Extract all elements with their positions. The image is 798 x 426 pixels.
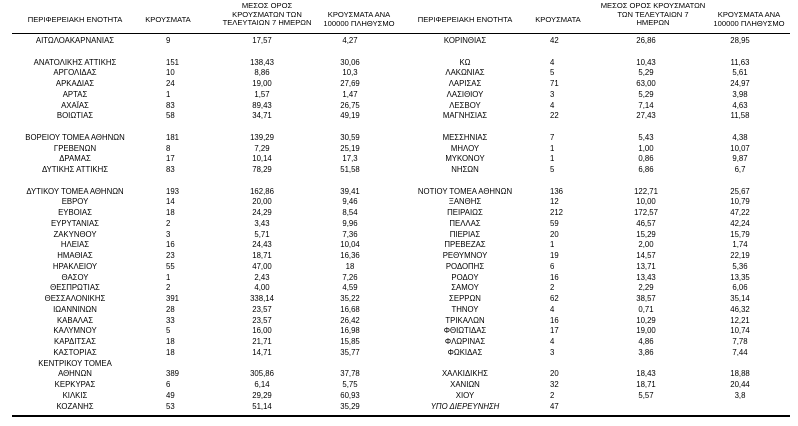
right-row-27-avg: 19,00 [636, 326, 656, 336]
right-row-26-cases: 16 [550, 315, 559, 325]
left-row-10-per: 25,19 [340, 143, 360, 153]
left-row-26-per: 26,42 [340, 315, 360, 325]
right-row-6-cases: 4 [550, 100, 555, 110]
right-row-23-per: 6,06 [732, 283, 748, 293]
left-row-27-name: ΚΑΛΥΜΝΟΥ [53, 326, 97, 336]
right-row-5-avg: 5,29 [638, 89, 654, 99]
right-row-18-cases: 20 [550, 229, 559, 239]
left-row-18-name: ΖΑΚΥΝΘΟΥ [53, 229, 97, 239]
header-rule [12, 33, 790, 34]
left-row-31-avg: 305,86 [250, 369, 274, 379]
right-row-29-avg: 3,86 [638, 347, 654, 357]
right-row-16-name: ΠΕΙΡΑΙΩΣ [447, 208, 483, 217]
left-row-14-per: 39,41 [340, 186, 360, 196]
right-row-33-name: ΧΙΟΥ [455, 390, 475, 400]
right-row-27-name: ΦΘΙΩΤΙΔΑΣ [443, 326, 487, 336]
right-row-11-name: ΜΥΚΟΝΟΥ [445, 154, 485, 164]
right-row-23-name: ΣΑΜΟΥ [451, 283, 479, 293]
left-row-4-name: ΑΡΚΑΔΙΑΣ [55, 79, 95, 88]
left-row-10-avg: 7,29 [254, 143, 270, 153]
left-row-19-cases: 16 [166, 240, 175, 250]
right-row-7-cases: 22 [550, 111, 559, 121]
right-row-21-per: 5,36 [732, 261, 748, 271]
left-row-20-per: 16,36 [340, 251, 360, 260]
right-row-9-name: ΜΕΣΣΗΝΙΑΣ [442, 132, 488, 142]
right-row-25-cases: 4 [550, 304, 555, 314]
right-row-10-name: ΜΗΛΟΥ [450, 143, 480, 153]
left-row-16-per: 8,54 [342, 208, 358, 217]
left-row-6-avg: 89,43 [252, 100, 272, 110]
left-row-4-per: 27,69 [340, 79, 360, 88]
left-row-7-name: ΒΟΙΩΤΙΑΣ [56, 111, 94, 121]
left-row-7-per: 49,19 [340, 111, 360, 121]
header-avg-left: ΜΕΣΟΣ ΟΡΟΣ ΚΡΟΥΣΜΑΤΩΝ ΤΩΝ ΤΕΛΕΥΤΑΙΩΝ 7 ΗΜΕΡΩΝ [222, 1, 312, 27]
right-row-6-avg: 7,14 [638, 100, 654, 110]
left-row-22-avg: 2,43 [254, 272, 270, 282]
right-row-11-per: 9,87 [732, 154, 748, 164]
left-row-33-per: 60,93 [340, 390, 360, 400]
left-row-3-cases: 10 [166, 68, 175, 78]
right-row-17-avg: 46,57 [636, 218, 656, 228]
right-row-0-cases: 42 [550, 36, 559, 45]
right-row-2-name: ΚΩ [459, 57, 471, 67]
left-row-31-name: ΑΘΗΝΩΝ [58, 369, 92, 379]
left-row-3-avg: 8,86 [254, 68, 270, 78]
right-row-5-name: ΛΑΣΙΘΙΟΥ [446, 89, 484, 99]
left-row-24-avg: 338,14 [250, 294, 274, 303]
right-row-3-cases: 5 [550, 68, 555, 78]
right-row-25-per: 46,32 [730, 304, 750, 314]
left-row-32-cases: 6 [166, 380, 171, 389]
right-row-20-per: 22,19 [730, 251, 750, 260]
right-row-5-cases: 3 [550, 89, 555, 99]
right-row-3-name: ΛΑΚΩΝΙΑΣ [445, 68, 485, 78]
left-row-20-cases: 23 [166, 251, 175, 260]
left-row-28-per: 15,85 [340, 337, 360, 346]
left-row-34-cases: 53 [166, 401, 175, 411]
left-row-11-per: 17,3 [342, 154, 358, 164]
left-row-26-avg: 23,57 [252, 315, 272, 325]
left-row-9-name: ΒΟΡΕΙΟΥ ΤΟΜΕΑ ΑΘΗΝΩΝ [25, 132, 125, 142]
right-row-4-avg: 63,00 [636, 79, 656, 88]
left-row-33-cases: 49 [166, 390, 175, 400]
left-row-23-cases: 2 [166, 283, 171, 293]
right-row-12-per: 6,7 [734, 165, 746, 174]
left-row-5-cases: 1 [166, 89, 171, 99]
left-row-5-name: ΑΡΤΑΣ [62, 89, 88, 99]
right-row-29-per: 7,44 [732, 347, 748, 357]
left-row-11-name: ΔΡΑΜΑΣ [59, 154, 91, 164]
right-row-6-per: 4,63 [732, 100, 748, 110]
right-row-3-avg: 5,29 [638, 68, 654, 78]
left-row-32-per: 5,75 [342, 380, 358, 389]
left-row-0-name: ΑΙΤΩΛΟΑΚΑΡΝΑΝΙΑΣ [35, 36, 115, 45]
right-row-11-cases: 1 [550, 154, 555, 164]
left-row-24-cases: 391 [166, 294, 180, 303]
right-row-29-cases: 3 [550, 347, 555, 357]
right-row-28-cases: 4 [550, 337, 555, 346]
right-row-19-name: ΠΡΕΒΕΖΑΣ [444, 240, 486, 250]
right-row-31-per: 18,88 [730, 369, 750, 379]
left-row-12-cases: 83 [166, 165, 175, 174]
left-row-34-name: ΚΟΖΑΝΗΣ [56, 401, 94, 411]
left-row-11-cases: 17 [166, 154, 175, 164]
left-row-19-name: ΗΛΕΙΑΣ [60, 240, 90, 250]
right-row-23-avg: 2,29 [638, 283, 654, 293]
left-row-28-avg: 21,71 [252, 337, 272, 346]
right-row-16-cases: 212 [550, 208, 564, 217]
right-row-5-per: 3,98 [732, 89, 748, 99]
left-row-19-avg: 24,43 [252, 240, 272, 250]
left-row-25-cases: 28 [166, 304, 175, 314]
right-row-33-cases: 2 [550, 390, 555, 400]
left-row-18-avg: 5,71 [254, 229, 270, 239]
right-row-21-avg: 13,71 [636, 261, 656, 271]
left-row-17-avg: 3,43 [254, 218, 270, 228]
right-row-15-per: 10,79 [730, 197, 750, 207]
right-row-31-avg: 18,43 [636, 369, 656, 379]
right-row-17-name: ΠΕΛΛΑΣ [449, 218, 481, 228]
right-row-7-name: ΜΑΓΝΗΣΙΑΣ [442, 111, 488, 121]
right-row-22-per: 13,35 [730, 272, 750, 282]
left-row-23-avg: 4,00 [254, 283, 270, 293]
left-row-15-per: 9,46 [342, 197, 358, 207]
left-row-23-per: 4,59 [342, 283, 358, 293]
left-row-3-name: ΑΡΓΟΛΙΔΑΣ [53, 68, 97, 78]
left-row-9-avg: 139,29 [250, 132, 274, 142]
left-row-18-cases: 3 [166, 229, 171, 239]
right-row-24-per: 35,14 [730, 294, 750, 303]
left-row-15-cases: 14 [166, 197, 175, 207]
left-row-10-name: ΓΡΕΒΕΝΩΝ [53, 143, 97, 153]
left-row-16-avg: 24,29 [252, 208, 272, 217]
right-row-12-avg: 6,86 [638, 165, 654, 174]
right-row-19-avg: 2,00 [638, 240, 654, 250]
left-row-18-per: 7,36 [342, 229, 358, 239]
left-row-0-avg: 17,57 [252, 36, 272, 45]
left-row-7-avg: 34,71 [252, 111, 272, 121]
right-row-0-per: 28,95 [730, 36, 750, 45]
header-region-right: ΠΕΡΙΦΕΡΕΙΑΚΗ ΕΝΟΤΗΤΑ [417, 15, 513, 24]
right-row-18-avg: 15,29 [636, 229, 656, 239]
left-row-22-per: 7,26 [342, 272, 358, 282]
right-row-12-name: ΝΗΣΩΝ [451, 165, 479, 174]
right-row-31-name: ΧΑΛΚΙΔΙΚΗΣ [441, 369, 488, 379]
right-row-27-per: 10,74 [730, 326, 750, 336]
left-row-29-per: 35,77 [340, 347, 360, 357]
right-row-33-avg: 5,57 [638, 390, 654, 400]
right-row-32-avg: 18,71 [636, 380, 656, 389]
header-per100k-left: ΚΡΟΥΣΜΑΤΑ ΑΝΑ 100000 ΠΛΗΘΥΣΜΟ [323, 10, 395, 28]
left-row-15-avg: 20,00 [252, 197, 272, 207]
right-row-0-name: ΚΟΡΙΝΘΙΑΣ [443, 36, 487, 45]
right-row-20-name: ΡΕΘΥΜΝΟΥ [442, 251, 488, 260]
left-row-12-avg: 78,29 [252, 165, 272, 174]
left-row-5-avg: 1,57 [254, 89, 270, 99]
left-row-2-cases: 151 [166, 57, 180, 67]
right-row-34-name: ΥΠΟ ΔΙΕΡΕΥΝΗΣΗ [430, 401, 500, 411]
right-row-10-per: 10,07 [730, 143, 750, 153]
right-row-24-name: ΣΕΡΡΩΝ [449, 294, 481, 303]
right-row-19-cases: 1 [550, 240, 555, 250]
left-row-31-cases: 389 [166, 369, 180, 379]
left-row-23-name: ΘΕΣΠΡΩΤΙΑΣ [50, 283, 100, 293]
right-row-19-per: 1,74 [732, 240, 748, 250]
left-row-33-avg: 29,29 [252, 390, 272, 400]
right-row-15-avg: 10,00 [636, 197, 656, 207]
right-row-21-name: ΡΟΔΟΠΗΣ [445, 261, 485, 271]
left-row-24-name: ΘΕΣΣΑΛΟΝΙΚΗΣ [44, 294, 106, 303]
left-row-9-per: 30,59 [340, 132, 360, 142]
left-row-27-cases: 5 [166, 326, 171, 336]
header-per100k-right: ΚΡΟΥΣΜΑΤΑ ΑΝΑ 100000 ΠΛΗΘΥΣΜΟ [713, 10, 785, 28]
left-row-17-cases: 2 [166, 218, 171, 228]
right-row-14-cases: 136 [550, 186, 564, 196]
left-row-16-name: ΕΥΒΟΙΑΣ [58, 208, 92, 217]
left-row-6-name: ΑΧΑΪΑΣ [61, 100, 89, 110]
left-row-20-name: ΗΜΑΘΙΑΣ [57, 251, 93, 260]
left-row-4-cases: 24 [166, 79, 175, 88]
header-region-left: ΠΕΡΙΦΕΡΕΙΑΚΗ ΕΝΟΤΗΤΑ [27, 15, 123, 24]
left-row-32-avg: 6,14 [254, 380, 270, 389]
right-row-28-per: 7,78 [732, 337, 748, 346]
left-row-16-cases: 18 [166, 208, 175, 217]
left-row-25-name: ΙΩΑΝΝΙΝΩΝ [53, 304, 97, 314]
left-row-21-per: 18 [345, 261, 355, 271]
right-row-2-cases: 4 [550, 57, 555, 67]
right-row-22-name: ΡΟΔΟΥ [451, 272, 479, 282]
right-row-32-name: ΧΑΝΙΩΝ [450, 380, 480, 389]
bottom-rule [12, 415, 790, 417]
left-row-9-cases: 181 [166, 132, 180, 142]
left-row-22-cases: 1 [166, 272, 171, 282]
right-row-4-cases: 71 [550, 79, 559, 88]
left-row-2-avg: 138,43 [250, 57, 274, 67]
right-row-2-avg: 10,43 [636, 57, 656, 67]
right-row-20-cases: 19 [550, 251, 559, 260]
right-row-9-avg: 5,43 [638, 132, 654, 142]
right-row-14-avg: 122,71 [634, 186, 658, 196]
right-row-15-name: ΞΑΝΘΗΣ [448, 197, 482, 207]
left-row-12-per: 51,58 [340, 165, 360, 174]
right-row-14-per: 25,67 [730, 186, 750, 196]
left-row-4-avg: 19,00 [252, 79, 272, 88]
right-row-16-per: 47,22 [730, 208, 750, 217]
right-row-25-avg: 0,71 [638, 304, 654, 314]
right-row-4-name: ΛΑΡΙΣΑΣ [448, 79, 482, 88]
left-row-17-name: ΕΥΡΥΤΑΝΙΑΣ [50, 218, 99, 228]
left-row-24-per: 35,22 [340, 294, 360, 303]
right-row-4-per: 24,97 [730, 79, 750, 88]
right-row-18-name: ΠΙΕΡΙΑΣ [449, 229, 481, 239]
right-row-23-cases: 2 [550, 283, 555, 293]
left-row-32-name: ΚΕΡΚΥΡΑΣ [54, 380, 96, 389]
right-row-17-per: 42,24 [730, 218, 750, 228]
right-row-12-cases: 5 [550, 165, 555, 174]
right-row-31-cases: 20 [550, 369, 559, 379]
left-row-2-name: ΑΝΑΤΟΛΙΚΗΣ ΑΤΤΙΚΗΣ [33, 57, 117, 67]
right-row-11-avg: 0,86 [638, 154, 654, 164]
left-row-0-per: 4,27 [342, 36, 358, 45]
left-row-28-cases: 18 [166, 337, 175, 346]
right-row-28-name: ΦΛΩΡΙΝΑΣ [444, 337, 486, 346]
right-row-26-name: ΤΡΙΚΑΛΩΝ [445, 315, 485, 325]
right-row-14-name: ΝΟΤΙΟΥ ΤΟΜΕΑ ΑΘΗΝΩΝ [417, 186, 513, 196]
left-row-26-cases: 33 [166, 315, 175, 325]
header-cases-left: ΚΡΟΥΣΜΑΤΑ [145, 15, 191, 24]
left-row-26-name: ΚΑΒΑΛΑΣ [56, 315, 94, 325]
left-row-14-name: ΔΥΤΙΚΟΥ ΤΟΜΕΑ ΑΘΗΝΩΝ [26, 186, 124, 196]
right-row-17-cases: 59 [550, 218, 559, 228]
left-row-19-per: 10,04 [340, 240, 360, 250]
left-row-2-per: 30,06 [340, 57, 360, 67]
left-row-34-avg: 51,14 [252, 401, 272, 411]
left-row-25-per: 16,68 [340, 304, 360, 314]
right-row-26-avg: 10,29 [636, 315, 656, 325]
left-row-33-name: ΚΙΛΚΙΣ [62, 390, 88, 400]
left-row-29-cases: 18 [166, 347, 175, 357]
left-row-25-avg: 23,57 [252, 304, 272, 314]
right-row-7-per: 11,58 [730, 111, 750, 121]
right-row-10-avg: 1,00 [638, 143, 654, 153]
right-row-16-avg: 172,57 [634, 208, 658, 217]
right-row-0-avg: 26,86 [636, 36, 656, 45]
left-row-30-name: ΚΕΝΤΡΙΚΟΥ ΤΟΜΕΑ [38, 358, 112, 368]
right-row-7-avg: 27,43 [636, 111, 656, 121]
right-row-22-avg: 13,43 [636, 272, 656, 282]
left-row-11-avg: 10,14 [252, 154, 272, 164]
right-row-25-name: ΤΗΝΟΥ [451, 304, 479, 314]
right-row-21-cases: 6 [550, 261, 555, 271]
right-row-2-per: 11,63 [730, 57, 750, 67]
right-row-20-avg: 14,57 [636, 251, 656, 260]
header-cases-right: ΚΡΟΥΣΜΑΤΑ [535, 15, 581, 24]
right-row-29-name: ΦΩΚΙΔΑΣ [447, 347, 483, 357]
right-row-32-cases: 32 [550, 380, 559, 389]
header-avg-right: ΜΕΣΟΣ ΟΡΟΣ ΚΡΟΥΣΜΑΤΩΝ ΤΩΝ ΤΕΛΕΥΤΑΙΩΝ 7 ΗΜΕΡΩΝ [600, 1, 706, 27]
left-row-6-per: 26,75 [340, 100, 360, 110]
right-row-24-cases: 62 [550, 294, 559, 303]
left-row-20-avg: 18,71 [252, 251, 272, 260]
left-row-14-avg: 162,86 [250, 186, 274, 196]
left-row-3-per: 10,3 [342, 68, 358, 78]
left-row-27-per: 16,98 [340, 326, 360, 336]
left-row-34-per: 35,29 [340, 401, 360, 411]
right-row-26-per: 12,21 [730, 315, 750, 325]
right-row-34-cases: 47 [550, 401, 559, 411]
left-row-22-name: ΘΑΣΟΥ [61, 272, 89, 282]
left-row-31-per: 37,78 [340, 369, 360, 379]
left-row-15-name: ΕΒΡΟΥ [61, 197, 89, 207]
left-row-12-name: ΔΥΤΙΚΗΣ ΑΤΤΙΚΗΣ [41, 165, 109, 174]
left-row-27-avg: 16,00 [252, 326, 272, 336]
right-row-6-name: ΛΕΣΒΟΥ [449, 100, 481, 110]
left-row-21-avg: 47,00 [252, 261, 272, 271]
right-row-27-cases: 17 [550, 326, 559, 336]
left-row-10-cases: 8 [166, 143, 171, 153]
left-row-17-per: 9,96 [342, 218, 358, 228]
left-row-21-name: ΗΡΑΚΛΕΙΟΥ [52, 261, 98, 271]
left-row-5-per: 1,47 [342, 89, 358, 99]
right-row-18-per: 15,79 [730, 229, 750, 239]
right-row-28-avg: 4,86 [638, 337, 654, 346]
right-row-10-cases: 1 [550, 143, 555, 153]
right-row-32-per: 20,44 [730, 380, 750, 389]
right-row-33-per: 3,8 [734, 390, 746, 400]
left-row-28-name: ΚΑΡΔΙΤΣΑΣ [54, 337, 96, 346]
left-row-29-name: ΚΑΣΤΟΡΙΑΣ [53, 347, 97, 357]
right-row-3-per: 5,61 [732, 68, 748, 78]
right-row-15-cases: 12 [550, 197, 559, 207]
left-row-7-cases: 58 [166, 111, 175, 121]
left-row-0-cases: 9 [166, 36, 171, 45]
left-row-6-cases: 83 [166, 100, 175, 110]
right-row-22-cases: 16 [550, 272, 559, 282]
right-row-9-per: 4,38 [732, 132, 748, 142]
left-row-14-cases: 193 [166, 186, 180, 196]
left-row-29-avg: 14,71 [252, 347, 272, 357]
right-row-9-cases: 7 [550, 132, 555, 142]
right-row-24-avg: 38,57 [636, 294, 656, 303]
left-row-21-cases: 55 [166, 261, 175, 271]
